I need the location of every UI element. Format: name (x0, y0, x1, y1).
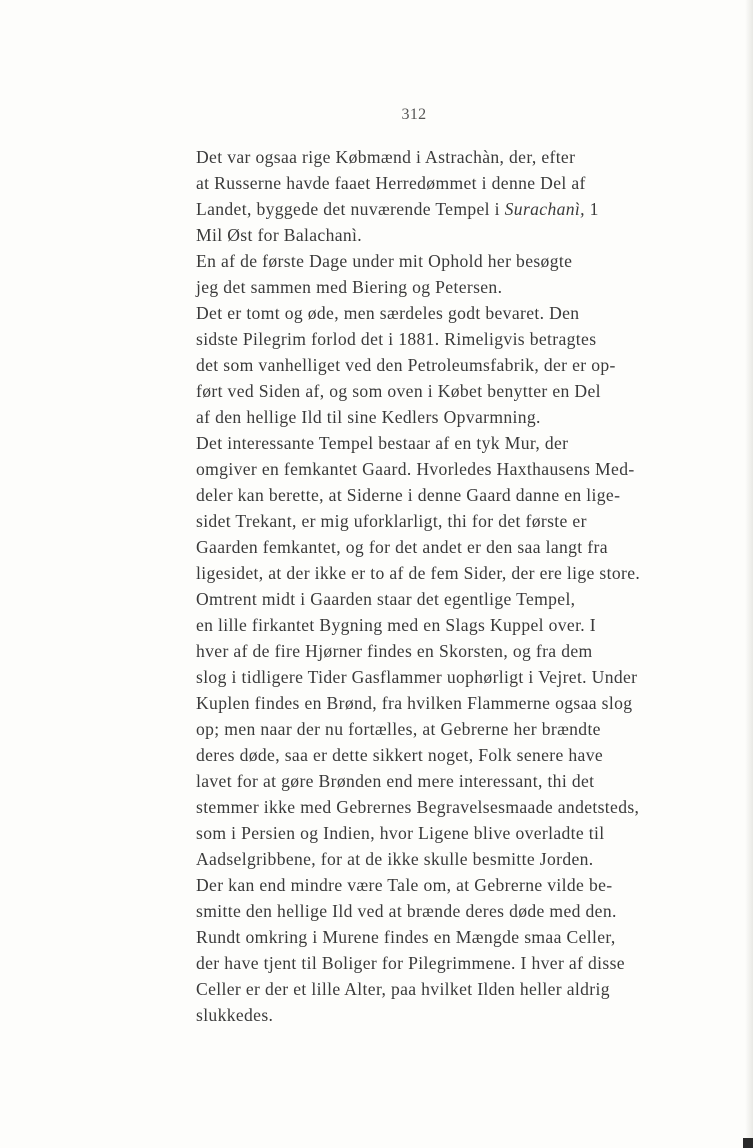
text-line: Aadselgribbene, for at de ikke skulle besmitte Jorden. (196, 849, 594, 869)
text-line: Det interessante Tempel bestaar af en tyk Mur, der (196, 433, 569, 453)
text-line: hver af de fire Hjørner findes en Skorsten, og fra dem (196, 641, 593, 661)
paragraph-4 (158, 430, 670, 586)
paragraph-6 (158, 924, 670, 1028)
text-line: en lille firkantet Bygning med en Slags Kuppel over. I (196, 615, 597, 635)
text-run: 1 (584, 199, 599, 219)
text-line: Gaarden femkantet, og for det andet er den saa langt fra (196, 537, 608, 557)
text-line: sidste Pilegrim forlod det i 1881. Rimeligvis betragtes (196, 329, 597, 349)
text-line: ligesidet, at der ikke er to af de fem Sider, der ere lige store. (196, 563, 641, 583)
text-line: Det er tomt og øde, men særdeles godt bevaret. Den (196, 303, 580, 323)
paragraph-3 (158, 300, 670, 430)
text-line: Der kan end mindre være Tale om, at Gebrerne vilde be- (196, 875, 613, 895)
text-line: Rundt omkring i Murene findes en Mængde smaa Celler, (196, 927, 616, 947)
text-line: jeg det sammen med Biering og Petersen. (196, 277, 503, 297)
text-line: sidet Trekant, er mig uforklarligt, thi for det første er (196, 511, 587, 531)
book-page (158, 100, 670, 1028)
text-line: Mil Øst for Balachanì. (196, 225, 363, 245)
paragraph-2 (158, 248, 670, 300)
paragraph-5 (158, 586, 670, 924)
text-line: slukkedes. (196, 1005, 274, 1025)
text-line: der have tjent til Boliger for Pilegrimmene. I hver af disse (196, 953, 625, 973)
text-line: deres døde, saa er dette sikkert noget, Folk senere have (196, 745, 604, 765)
text-line: deler kan berette, at Siderne i denne Gaard danne en lige- (196, 485, 621, 505)
place-name-emphasis: Surachanì, (504, 199, 585, 219)
text-line: op; men naar der nu fortælles, at Gebrerne her brændte (196, 719, 601, 739)
text-line: stemmer ikke med Gebrernes Begravelsesmaade andetsteds, (196, 797, 640, 817)
text-line: ført ved Siden af, og som oven i Købet benytter en Del (196, 381, 601, 401)
text-line: det som vanhelliget ved den Petroleumsfabrik, der er op- (196, 355, 616, 375)
text-line-with-emphasis (158, 196, 670, 222)
text-line: En af de første Dage under mit Ophold her besøgte (196, 251, 573, 271)
text-line: Det var ogsaa rige Købmænd i Astrachàn, der, efter (196, 147, 576, 167)
text-line: Omtrent midt i Gaarden staar det egentlige Tempel, (196, 589, 576, 609)
text-line: lavet for at gøre Brønden end mere interessant, thi det (196, 771, 595, 791)
text-line: som i Persien og Indien, hvor Ligene blive overladte til (196, 823, 605, 843)
text-line: Celler er der et lille Alter, paa hvilket Ilden heller aldrig (196, 979, 610, 999)
text-line: af den hellige Ild til sine Kedlers Opvarmning. (196, 407, 541, 427)
text-line: at Russerne havde faaet Herredømmet i denne Del af (196, 173, 586, 193)
text-line: slog i tidligere Tider Gasflammer uophørligt i Vejret. Under (196, 667, 638, 687)
text-line: Kuplen findes en Brønd, fra hvilken Flammerne ogsaa slog (196, 693, 633, 713)
paragraph-1 (158, 144, 670, 248)
scan-edge-shadow (745, 0, 753, 1148)
scan-corner-mark (743, 1138, 753, 1148)
page-number: 312 (401, 106, 427, 123)
text-line: smitte den hellige Ild ved at brænde deres døde med den. (196, 901, 617, 921)
text-run: Landet, byggede det nuværende Tempel i (196, 199, 505, 219)
text-line: omgiver en femkantet Gaard. Hvorledes Haxthausens Med- (196, 459, 635, 479)
